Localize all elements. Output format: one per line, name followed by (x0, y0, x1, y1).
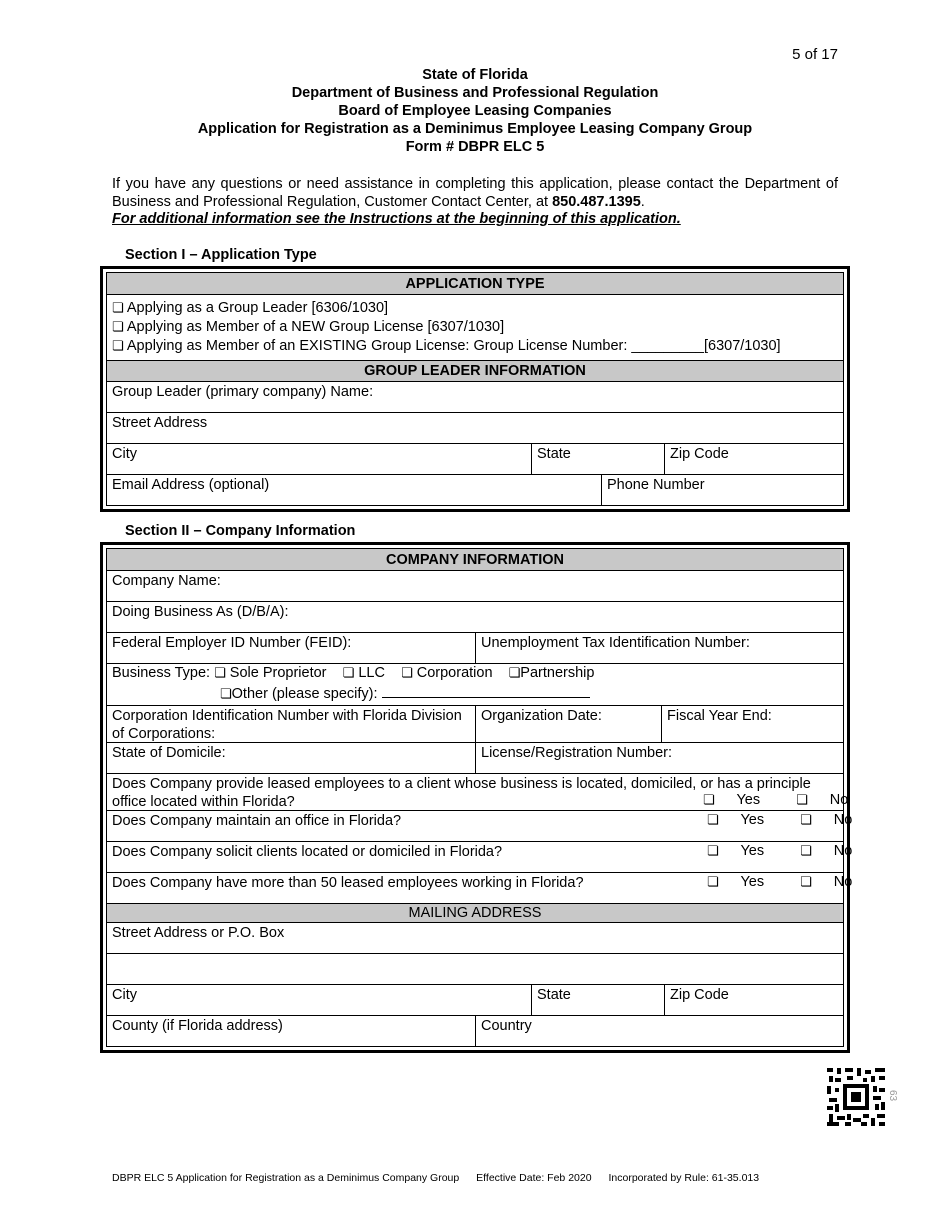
other-specify-blank[interactable] (382, 683, 590, 698)
checkbox-icon[interactable]: ❏ (342, 666, 355, 681)
business-type-label: Business Type: (112, 665, 211, 681)
checkbox-icon[interactable]: ❏ (703, 793, 715, 808)
footer-effective-date: Effective Date: Feb 2020 (476, 1172, 592, 1184)
question-fifty-employees: Does Company have more than 50 leased employees working in Florida? (112, 875, 584, 891)
company-name-label: Company Name: (112, 573, 221, 589)
checkbox-icon[interactable]: ❏ (112, 339, 124, 354)
section-2-frame (100, 542, 853, 1053)
option-group-leader[interactable]: ❏ Applying as a Group Leader [6306/1030] (112, 300, 389, 316)
question-fifty-employees-row (107, 872, 853, 903)
business-type-partnership[interactable]: ❏Partnership (508, 665, 595, 681)
mailing-address-header: MAILING ADDRESS (107, 903, 843, 922)
country-field[interactable]: Country (475, 1016, 843, 1046)
corporation-row (107, 705, 843, 742)
checkbox-icon[interactable]: ❏ (800, 813, 812, 828)
header-board: Board of Employee Leasing Companies (338, 103, 612, 119)
section-1-title: Section I – Application Type (125, 247, 317, 263)
city-field[interactable]: City (112, 446, 137, 462)
yes-checkbox[interactable]: ❏ Yes (703, 792, 761, 808)
form-header (0, 66, 950, 156)
option-existing-group-member[interactable]: ❏ Applying as Member of an EXISTING Group License: Group License Number: _________[6307/1030] (112, 338, 781, 354)
question-leased-employees-row (107, 773, 849, 810)
zip-code-field[interactable]: Zip Code (664, 444, 843, 474)
checkbox-icon[interactable]: ❏ (401, 666, 413, 681)
organization-date-field[interactable]: Organization Date: (475, 706, 661, 742)
county-field[interactable]: County (if Florida address) (112, 1018, 283, 1034)
intro-period: . (640, 193, 645, 210)
header-state: State of Florida (422, 67, 528, 83)
yes-checkbox[interactable]: ❏ Yes (707, 874, 765, 890)
section-1-frame (100, 266, 850, 512)
mailing-street-label: Street Address or P.O. Box (112, 925, 285, 941)
business-type-corporation[interactable]: ❏ Corporation (401, 665, 493, 681)
group-leader-name-row[interactable] (107, 381, 843, 412)
question-office: Does Company maintain an office in Florida? (112, 813, 402, 829)
group-leader-name-label: Group Leader (primary company) Name: (112, 384, 374, 400)
company-information-header: COMPANY INFORMATION (107, 549, 843, 570)
application-type-options (107, 294, 843, 360)
no-checkbox[interactable]: ❏ No (800, 874, 853, 890)
checkbox-icon[interactable]: ❏ (707, 844, 719, 859)
phone-field[interactable]: Phone Number (601, 475, 843, 505)
feid-row (107, 632, 843, 663)
business-type-row (107, 663, 843, 705)
header-department: Department of Business and Professional Regulation (291, 85, 659, 101)
group-leader-header: GROUP LEADER INFORMATION (107, 360, 843, 381)
mailing-city-row (107, 984, 843, 1015)
feid-field[interactable]: Federal Employer ID Number (FEID): (112, 635, 352, 651)
barcode-number: 63 (887, 1089, 899, 1102)
group-leader-street-row[interactable] (107, 412, 843, 443)
contact-phone: 850.487.1395 (552, 193, 641, 210)
unemployment-tax-id-field[interactable]: Unemployment Tax Identification Number: (475, 633, 843, 663)
header-form-number: Form # DBPR ELC 5 (405, 139, 545, 155)
checkbox-icon[interactable]: ❏ (800, 844, 812, 859)
intro-paragraph (112, 176, 838, 229)
mailing-city-field[interactable]: City (112, 987, 137, 1003)
mailing-county-row (107, 1015, 843, 1046)
no-checkbox[interactable]: ❏ No (796, 792, 849, 808)
mailing-street-line-2[interactable] (107, 953, 843, 984)
corporation-id-field[interactable]: Corporation Identification Number with Florida Division of Corporations: (112, 708, 462, 742)
header-application-title: Application for Registration as a Deminimus Employee Leasing Company Group (197, 121, 753, 137)
checkbox-icon[interactable]: ❏ (707, 875, 719, 890)
checkbox-icon[interactable]: ❏ (220, 687, 232, 702)
state-of-domicile-field[interactable]: State of Domicile: (112, 745, 226, 761)
dba-label: Doing Business As (D/B/A): (112, 604, 289, 620)
company-name-row[interactable] (107, 570, 843, 601)
business-type-sole-proprietor[interactable]: ❏ Sole Proprietor (214, 665, 327, 681)
email-field[interactable]: Email Address (optional) (112, 477, 270, 493)
qr-code-icon (827, 1068, 885, 1126)
state-field[interactable]: State (531, 444, 664, 474)
footer (112, 1172, 773, 1184)
mailing-street-row[interactable] (107, 922, 843, 953)
intro-text: If you have any questions or need assistance in completing this application, please contact the Department of Business and Professional Regulation, Customer Contact Center, at (112, 176, 838, 210)
page-number: 5 of 17 (792, 46, 838, 63)
checkbox-icon[interactable]: ❏ (214, 666, 226, 681)
no-checkbox[interactable]: ❏ No (800, 843, 853, 859)
checkbox-icon[interactable]: ❏ (112, 301, 124, 316)
group-leader-city-row (107, 443, 843, 474)
business-type-llc[interactable]: ❏ LLC (342, 665, 385, 681)
checkbox-icon[interactable]: ❏ (707, 813, 719, 828)
question-office-row (107, 810, 853, 841)
group-leader-contact-row (107, 474, 843, 505)
yes-checkbox[interactable]: ❏ Yes (707, 812, 765, 828)
business-type-other[interactable]: ❏Other (please specify): (112, 683, 838, 704)
no-checkbox[interactable]: ❏ No (800, 812, 853, 828)
footer-form-title: DBPR ELC 5 Application for Registration as a Deminimus Company Group (112, 1172, 460, 1184)
dba-row[interactable] (107, 601, 843, 632)
mailing-zip-code-field[interactable]: Zip Code (664, 985, 843, 1015)
question-leased-employees: Does Company provide leased employees to a client whose business is located, domiciled, or has a principle office located within Florida? (112, 776, 811, 810)
domicile-row (107, 742, 843, 773)
mailing-state-field[interactable]: State (531, 985, 664, 1015)
checkbox-icon[interactable]: ❏ (112, 320, 124, 335)
application-type-header: APPLICATION TYPE (107, 273, 843, 294)
option-new-group-member[interactable]: ❏ Applying as Member of a NEW Group License [6307/1030] (112, 319, 505, 335)
question-solicit-row (107, 841, 853, 872)
checkbox-icon[interactable]: ❏ (508, 666, 521, 681)
yes-checkbox[interactable]: ❏ Yes (707, 843, 765, 859)
fiscal-year-end-field[interactable]: Fiscal Year End: (661, 706, 843, 742)
section-2-title: Section II – Company Information (125, 523, 356, 539)
question-solicit: Does Company solicit clients located or domiciled in Florida? (112, 844, 503, 860)
footer-rule: Incorporated by Rule: 61-35.013 (608, 1172, 760, 1184)
license-number-field[interactable]: License/Registration Number: (475, 743, 843, 773)
instructions-note: For additional information see the Instructions at the beginning of this application. (112, 211, 681, 227)
checkbox-icon[interactable]: ❏ (796, 793, 808, 808)
street-address-label: Street Address (112, 415, 208, 431)
checkbox-icon[interactable]: ❏ (800, 875, 812, 890)
